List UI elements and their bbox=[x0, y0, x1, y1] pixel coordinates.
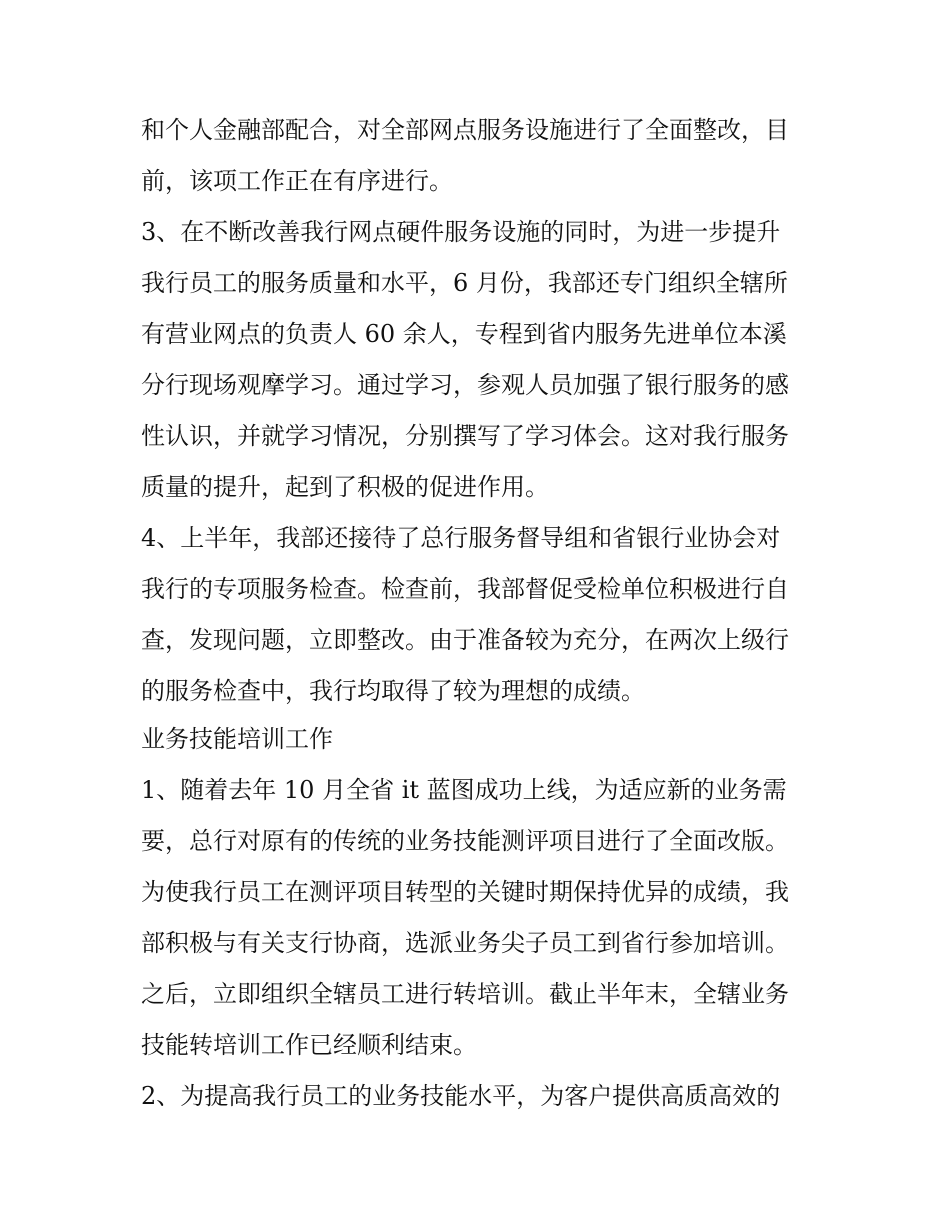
text-line: 前，该项工作正在有序进行。 bbox=[141, 167, 453, 195]
text-line: 要，总行对原有的传统的业务技能测评项目进行了全面改版。 bbox=[141, 827, 789, 855]
text-line: 和个人金融部配合，对全部网点服务设施进行了全面整改，目 bbox=[141, 116, 789, 144]
text-line: 我行员工的服务质量和水平，6 月份，我部还专门组织全辖所 bbox=[141, 269, 788, 297]
text-line: 我行的专项服务检查。检查前，我部督促受检单位积极进行自 bbox=[141, 575, 789, 603]
text-line: 有营业网点的负责人 60 余人，专程到省内服务先进单位本溪 bbox=[141, 320, 787, 348]
text-line: 技能转培训工作已经顺利结束。 bbox=[141, 1031, 477, 1059]
text-line: 部积极与有关支行协商，选派业务尖子员工到省行参加培训。 bbox=[141, 929, 789, 957]
section-heading: 业务技能培训工作 bbox=[141, 725, 333, 753]
text-line: 4、上半年，我部还接待了总行服务督导组和省银行业协会对 bbox=[141, 524, 781, 552]
text-line: 的服务检查中，我行均取得了较为理想的成绩。 bbox=[141, 677, 645, 705]
text-line: 为使我行员工在测评项目转型的关键时期保持优异的成绩，我 bbox=[141, 878, 789, 906]
text-line: 性认识，并就学习情况，分别撰写了学习体会。这对我行服务 bbox=[141, 422, 789, 450]
text-line: 之后，立即组织全辖员工进行转培训。截止半年末，全辖业务 bbox=[141, 980, 789, 1008]
text-line: 1、随着去年 10 月全省 it 蓝图成功上线，为适应新的业务需 bbox=[141, 776, 787, 804]
text-line: 质量的提升，起到了积极的促进作用。 bbox=[141, 473, 549, 501]
text-line: 2、为提高我行员工的业务技能水平，为客户提供高质高效的 bbox=[141, 1082, 781, 1110]
text-line: 查，发现问题，立即整改。由于准备较为充分，在两次上级行 bbox=[141, 626, 789, 654]
text-line: 分行现场观摩学习。通过学习，参观人员加强了银行服务的感 bbox=[141, 371, 789, 399]
text-line: 3、在不断改善我行网点硬件服务设施的同时，为进一步提升 bbox=[141, 218, 781, 246]
